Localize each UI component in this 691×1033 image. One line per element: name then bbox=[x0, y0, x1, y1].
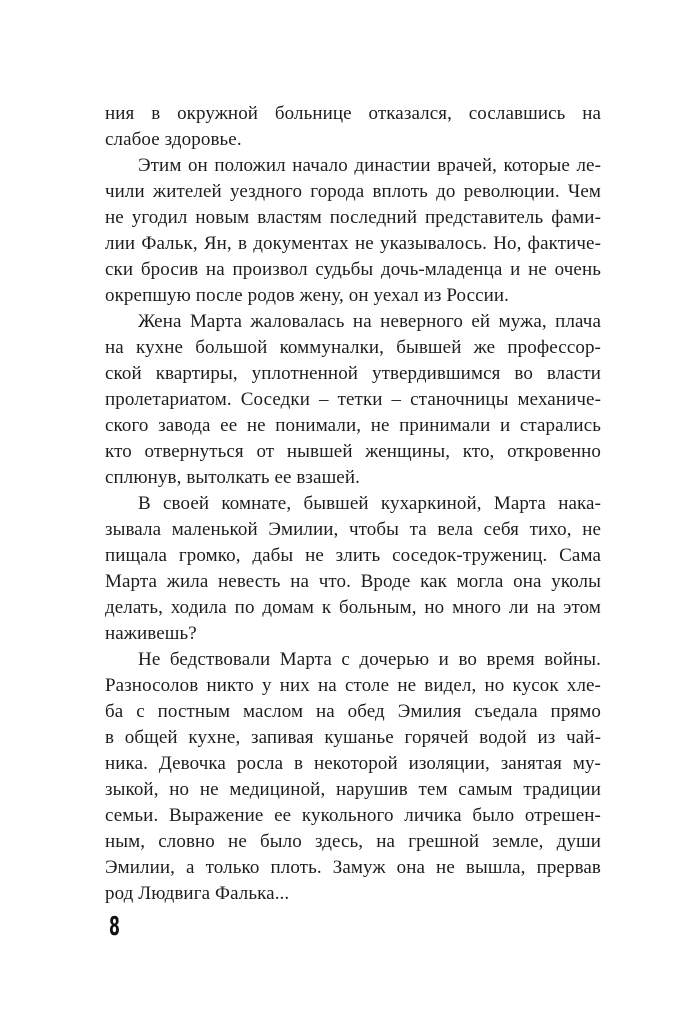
paragraph bbox=[105, 153, 601, 309]
text-line: Эмилии, а только плоть. Замуж она не вышла, прервав bbox=[105, 857, 601, 878]
text-line: ба с постным маслом на обед Эмилия съедала прямо bbox=[105, 701, 601, 722]
text-line: делать, ходила по домам к больным, но много ли на этом bbox=[105, 597, 601, 618]
text-line: кто отвернуться от нывшей женщины, кто, откровенно bbox=[105, 441, 601, 462]
paragraph bbox=[105, 491, 601, 647]
page-number bbox=[109, 912, 127, 942]
text-line: чили жителей уездного города вплоть до революции. Чем bbox=[105, 181, 601, 202]
text-line: пролетариатом. Соседки – тетки – станочницы механиче- bbox=[105, 389, 601, 410]
text-line: ника. Девочка росла в некоторой изоляции, занятая му- bbox=[105, 753, 601, 774]
text-line: зывала маленькой Эмилии, чтобы та вела себя тихо, не bbox=[105, 519, 601, 540]
text-line: Разносолов никто у них на столе не видел, но кусок хле- bbox=[105, 675, 601, 696]
text-line: ской квартиры, уплотненной утвердившимся во власти bbox=[105, 363, 601, 384]
paragraph bbox=[105, 101, 601, 153]
text-line: ского завода ее не понимали, не принимали и старались bbox=[105, 415, 601, 436]
text-line: ски бросив на произвол судьбы дочь-младенца и не очень bbox=[105, 259, 601, 280]
text-line: В своей комнате, бывшей кухаркиной, Марта нака- bbox=[138, 493, 601, 514]
text-line: не угодил новым властям последний представитель фами- bbox=[105, 207, 601, 228]
text-line: семьи. Выражение ее кукольного личика было отрешен- bbox=[105, 805, 601, 826]
text-line: окрепшую после родов жену, он уехал из России. bbox=[105, 285, 510, 306]
text-line: пищала громко, дабы не злить соседок-тружениц. Сама bbox=[105, 545, 601, 566]
text-line: слабое здоровье. bbox=[105, 129, 242, 150]
text-line: сплюнув, вытолкать ее взашей. bbox=[105, 467, 360, 488]
text-line: Жена Марта жаловалась на неверного ей мужа, плача bbox=[138, 311, 601, 332]
text-line: род Людвига Фалька... bbox=[105, 883, 290, 904]
text-line: наживешь? bbox=[105, 623, 197, 644]
text-line: Марта жила невесть на что. Вроде как могла она уколы bbox=[105, 571, 601, 592]
text-line: Не бедствовали Марта с дочерью и во время войны. bbox=[138, 649, 601, 670]
text-block bbox=[105, 101, 601, 907]
text-line: в общей кухне, запивая кушанье горячей водой из чай- bbox=[105, 727, 601, 748]
page-number-value: 8 bbox=[109, 912, 120, 942]
text-line: Этим он положил начало династии врачей, которые ле- bbox=[138, 155, 601, 176]
paragraph bbox=[105, 647, 601, 907]
text-line: ния в окружной больнице отказался, сославшись на bbox=[105, 103, 601, 124]
text-line: на кухне большой коммуналки, бывшей же профессор- bbox=[105, 337, 601, 358]
text-line: ным, словно не было здесь, на грешной земле, души bbox=[105, 831, 601, 852]
paragraph bbox=[105, 309, 601, 491]
text-line: зыкой, но не медициной, нарушив тем самым традиции bbox=[105, 779, 601, 800]
text-line: лии Фальк, Ян, в документах не указывалось. Но, фактиче- bbox=[105, 233, 601, 254]
